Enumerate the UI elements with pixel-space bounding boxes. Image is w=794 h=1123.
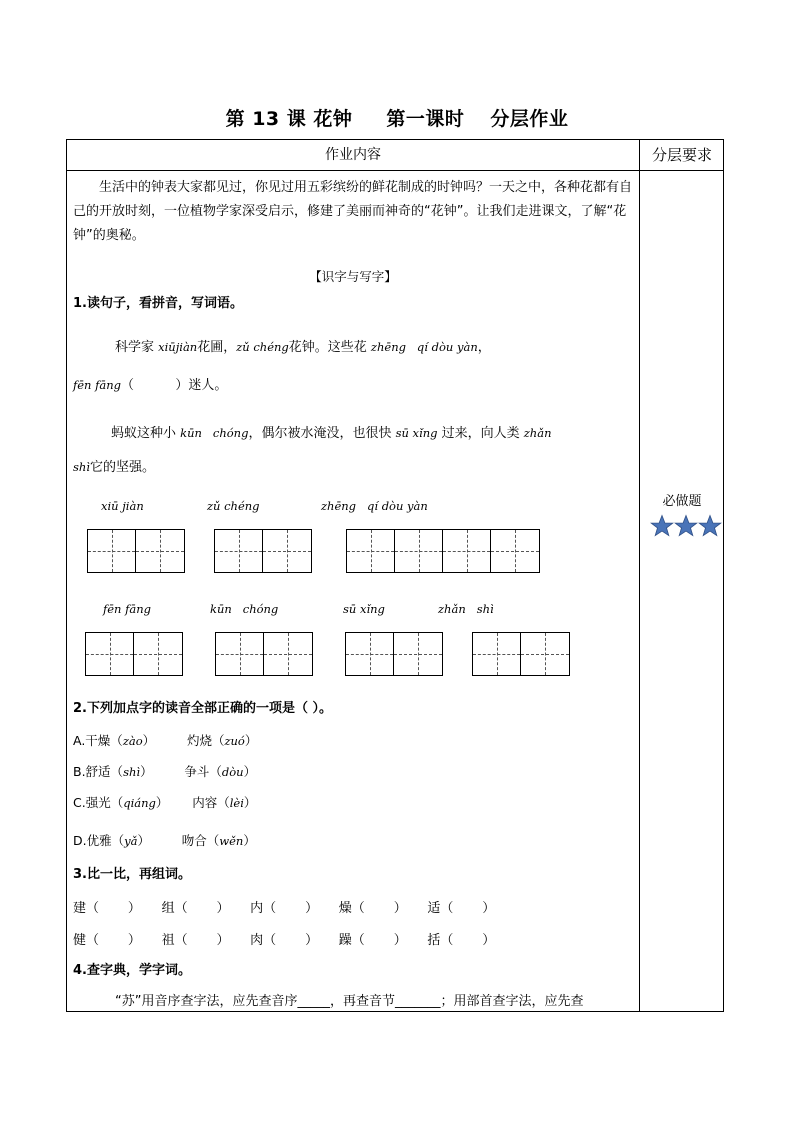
text: ） bbox=[243, 795, 257, 810]
text: ） 争斗（ bbox=[140, 764, 222, 779]
text: （ ）迷人。 bbox=[121, 378, 228, 393]
writing-grid[interactable] bbox=[346, 529, 540, 573]
page-title bbox=[0, 104, 794, 131]
grid-label: zǔ chéng bbox=[207, 499, 260, 513]
text: 科学家 bbox=[115, 340, 159, 355]
q3-row-2: 健（ ） 祖（ ） 肉（ ） 躁（ ） 括（ ） bbox=[73, 933, 496, 948]
pinyin: zhēng qí dòu yàn bbox=[370, 340, 478, 354]
star-icon bbox=[650, 514, 674, 538]
pinyin: zuó bbox=[224, 734, 245, 748]
section-title: 【识字与写字】 bbox=[309, 269, 397, 284]
header-content: 作业内容 bbox=[325, 147, 381, 163]
pinyin: xiūjiàn bbox=[158, 340, 198, 354]
writing-grid[interactable] bbox=[214, 529, 312, 573]
pinyin: qiáng bbox=[123, 796, 156, 810]
difficulty-stars bbox=[650, 514, 722, 538]
pinyin: wěn bbox=[219, 834, 244, 848]
pinyin: zǔ chéng bbox=[236, 340, 289, 354]
q1-sentence-4 bbox=[73, 456, 155, 475]
writing-grid[interactable] bbox=[472, 632, 570, 676]
pinyin: fēn fāng bbox=[73, 378, 122, 392]
q2-option-a[interactable] bbox=[73, 731, 257, 749]
writing-grid[interactable] bbox=[345, 632, 443, 676]
writing-grid[interactable] bbox=[215, 632, 313, 676]
q4-text: “苏”用音序查字法，应先查音序_____，再查音节_______；用部首查字法，应先查 bbox=[115, 994, 584, 1009]
requirement-label: 必做题 bbox=[662, 494, 702, 509]
pinyin: dòu bbox=[221, 765, 244, 779]
title-period: 第一课时 bbox=[386, 108, 465, 130]
grid-label: zhǎn shì bbox=[438, 602, 494, 616]
pinyin: lèi bbox=[229, 796, 244, 810]
text: ） 灼烧（ bbox=[142, 733, 225, 748]
q4-title: 4.查字典，学字词。 bbox=[73, 963, 191, 978]
grid-label: xiū jiàn bbox=[101, 499, 144, 513]
grid-label: sū xǐng bbox=[343, 602, 385, 616]
header-requirement: 分层要求 bbox=[651, 146, 712, 164]
pinyin: sū xǐng bbox=[395, 426, 438, 440]
grid-label: fēn fāng bbox=[103, 602, 152, 616]
q3-row-1: 建（ ） 组（ ） 内（ ） 燥（ ） 适（ ） bbox=[73, 901, 496, 916]
text: 花圃， bbox=[197, 340, 237, 355]
writing-grid[interactable] bbox=[87, 529, 185, 573]
header-divider bbox=[67, 170, 723, 171]
title-lesson: 第 13 课 花钟 bbox=[225, 108, 353, 130]
pinyin: yǎ bbox=[124, 834, 138, 848]
text: B.舒适（ bbox=[73, 764, 124, 779]
text: ） bbox=[243, 764, 257, 779]
q1-sentence-1 bbox=[115, 336, 491, 355]
text: ， bbox=[477, 340, 491, 355]
grid-label: zhēng qí dòu yàn bbox=[321, 499, 428, 513]
q2-option-c[interactable] bbox=[73, 793, 256, 811]
text: A.干燥（ bbox=[73, 733, 123, 748]
q3-title: 3.比一比，再组词。 bbox=[73, 867, 191, 882]
text: 过来，向人类 bbox=[437, 426, 524, 441]
intro-paragraph: 生活中的钟表大家都见过，你见过用五彩缤纷的鲜花制成的时钟吗？一天之中，各种花都有自己的开放时刻，一位植物学家深受启示，修建了美丽而神奇的“花钟”。让我们走进课文，了解“花钟”的奥秘。 bbox=[73, 180, 633, 243]
q2-title: 2.下列加点字的读音全部正确的一项是（ ）。 bbox=[73, 701, 333, 716]
q1-title: 1.读句子，看拼音，写词语。 bbox=[73, 296, 243, 311]
q1-sentence-3 bbox=[111, 422, 551, 441]
q2-option-b[interactable] bbox=[73, 762, 256, 780]
column-divider bbox=[639, 140, 640, 1011]
pinyin: shì bbox=[123, 765, 141, 779]
star-icon bbox=[674, 514, 698, 538]
text: ） bbox=[244, 733, 258, 748]
text: ） 内容（ bbox=[155, 795, 230, 810]
title-type: 分层作业 bbox=[490, 108, 569, 130]
q2-option-d[interactable] bbox=[73, 831, 256, 849]
writing-grid[interactable] bbox=[85, 632, 183, 676]
text: 花钟。这些花 bbox=[288, 340, 371, 355]
pinyin: zào bbox=[122, 734, 143, 748]
text: C.强光（ bbox=[73, 795, 124, 810]
text: ） 吻合（ bbox=[137, 833, 220, 848]
text: ，偶尔被水淹没，也很快 bbox=[248, 426, 396, 441]
text: 它的坚强。 bbox=[90, 460, 156, 475]
text: ） bbox=[243, 833, 256, 848]
star-icon bbox=[698, 514, 722, 538]
pinyin: shì bbox=[73, 460, 90, 474]
pinyin: zhǎn bbox=[523, 426, 552, 440]
homework-table bbox=[66, 139, 724, 1012]
text: 蚂蚁这种小 bbox=[111, 426, 181, 441]
grid-label: kūn chóng bbox=[210, 602, 279, 616]
q1-sentence-2 bbox=[73, 374, 227, 393]
pinyin: kūn chóng bbox=[180, 426, 249, 440]
text: D.优雅（ bbox=[73, 833, 125, 848]
